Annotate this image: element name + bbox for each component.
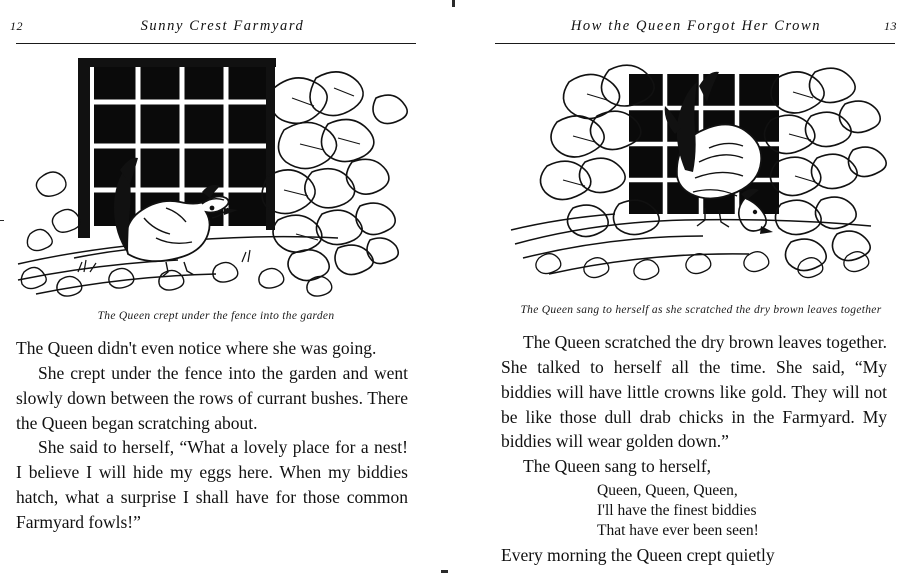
right-illustration-caption: The Queen sang to herself as she scratched the dry brown leaves together bbox=[520, 304, 882, 316]
left-running-head-title: Sunny Crest Farmyard bbox=[140, 18, 305, 34]
right-running-head bbox=[495, 18, 897, 40]
verse-line: I'll have the finest biddies bbox=[597, 502, 757, 520]
left-illustration-caption: The Queen crept under the fence into the garden bbox=[97, 310, 335, 322]
left-head-rule bbox=[16, 43, 416, 44]
left-edge-mark bbox=[0, 220, 4, 221]
bottom-center-registration-mark bbox=[441, 570, 448, 573]
right-page bbox=[465, 0, 915, 577]
left-running-head bbox=[10, 18, 435, 40]
paragraph: The Queen scratched the dry brown leaves together. She talked to herself all the time. She said, “My biddies will have little crowns like gold. They will not be like those dull drab chicks in the Farmyard. My biddies will wear golden down.” bbox=[501, 332, 887, 452]
paragraph: She crept under the fence into the garden and went slowly down between the rows of currant bushes. There the Queen began scratching about. bbox=[16, 362, 408, 433]
verse-line: Queen, Queen, Queen, bbox=[597, 482, 738, 500]
hen-scratching-leaves-artwork bbox=[509, 58, 893, 298]
right-running-head-title: How the Queen Forgot Her Crown bbox=[570, 18, 822, 34]
paragraph: The Queen sang to herself, bbox=[523, 456, 712, 477]
paragraph: Every morning the Queen crept quietly bbox=[501, 545, 775, 566]
verse-line: That have ever been seen! bbox=[597, 522, 759, 540]
right-body-text bbox=[501, 330, 887, 568]
left-page-number: 12 bbox=[10, 19, 23, 33]
hen-under-fence-illustration bbox=[16, 58, 416, 304]
paragraph: The Queen didn't even notice where she was going. bbox=[16, 338, 377, 358]
hen-scratching-leaves-illustration bbox=[509, 58, 893, 298]
left-body-text bbox=[16, 336, 408, 535]
hen-under-fence-artwork bbox=[16, 58, 416, 304]
right-head-rule bbox=[495, 43, 895, 44]
paragraph: She said to herself, “What a lovely place for a nest! I believe I will hide my eggs here. When my biddies hatch, what a surprise I shall have for those common Farmyard fowls!” bbox=[16, 437, 408, 532]
right-page-number: 13 bbox=[884, 19, 897, 33]
top-center-registration-mark bbox=[452, 0, 455, 7]
verse-block bbox=[501, 481, 887, 541]
